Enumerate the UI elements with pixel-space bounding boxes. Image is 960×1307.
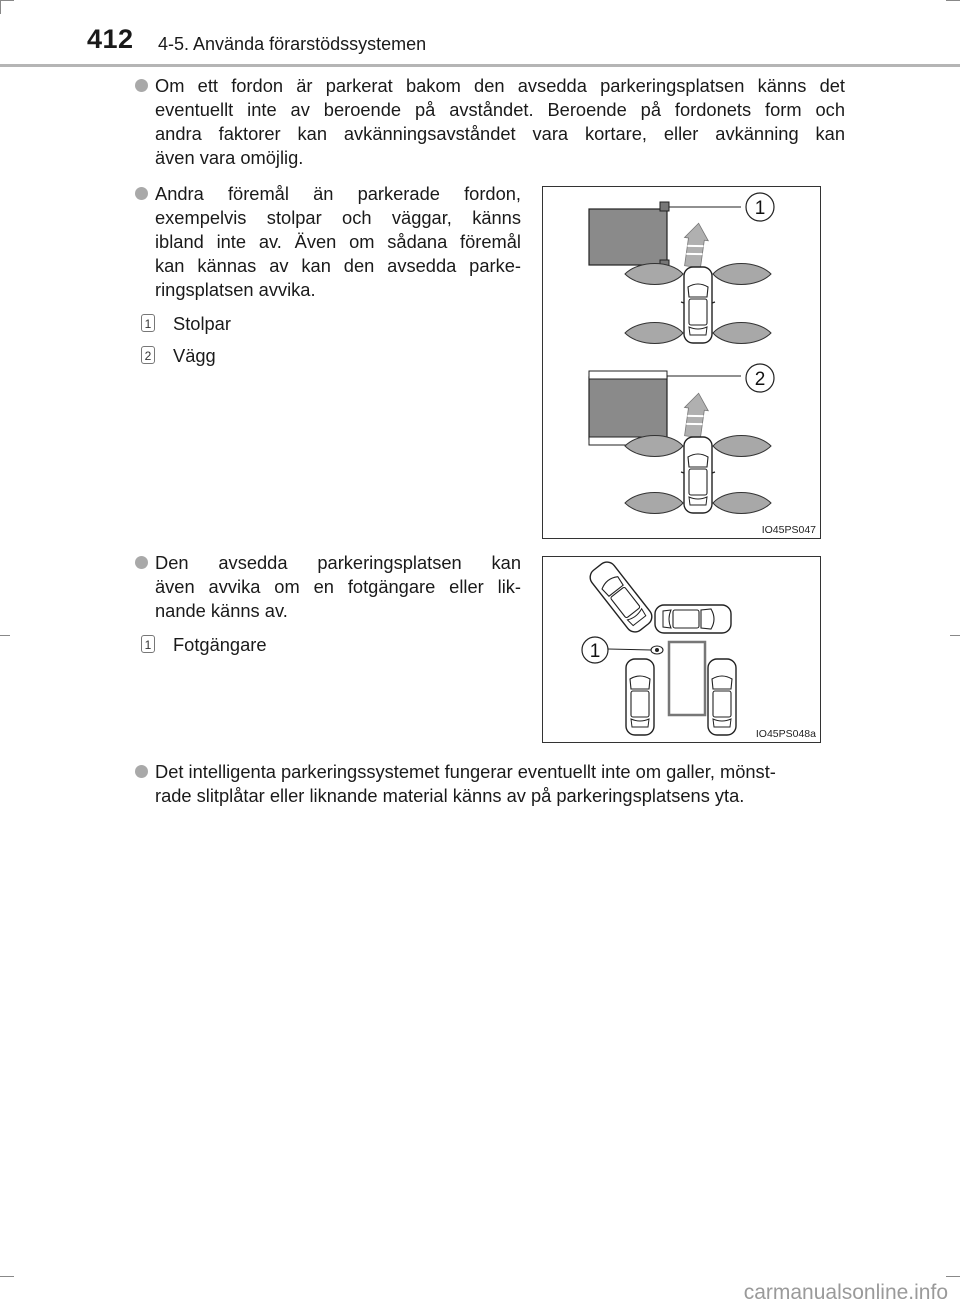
callout-number: 1 [141,314,155,332]
sensor-lobe [713,264,771,285]
callout-number: 2 [754,369,766,390]
text-line: ringsplatsen avvika. [155,279,316,300]
callout-number: 1 [141,635,155,653]
bullet-paragraph-1 [155,74,845,170]
figure-illustration [543,187,820,538]
callout-number: 2 [141,346,155,364]
wall-block [589,377,667,439]
crop-mark [0,635,10,636]
figure-code: IO45PS048a [755,728,816,740]
arrow-icon [681,222,711,269]
sensor-lobe [713,493,771,514]
sensor-lobe [625,493,683,514]
legend-label: Vägg [173,345,216,366]
bullet-icon [135,187,148,200]
text-line: Andra föremål än parkerade fordon, [155,183,521,204]
text-line: kan kännas av kan den avsedda parke- [155,255,521,276]
sensor-lobe [713,323,771,344]
page-number: 412 [87,24,134,54]
legend-label: Fotgängare [173,634,267,655]
text-line: Den avsedda parkeringsplatsen kan [155,552,521,573]
bullet-paragraph-2 [155,182,521,302]
crop-mark [950,635,960,636]
text-line: nande känns av. [155,600,288,621]
bullet-paragraph-4 [155,760,855,808]
target-parking-space [669,642,705,715]
car-icon [681,437,715,513]
text-line: Det intelligenta parkeringssystemet fungerar eventuellt inte om galler, mönst- [155,761,776,782]
section-title: 4-5. Använda förarstödssystemen [158,34,427,54]
header-rule [0,64,960,67]
car-icon [587,558,656,635]
pillar-icon [660,202,669,211]
crop-mark [0,1276,14,1277]
callout-number: 1 [589,641,601,662]
car-icon [655,605,731,633]
sensor-lobe [713,436,771,457]
figure-illustration [543,557,820,742]
sensor-lobe [625,323,683,344]
legend-label: Stolpar [173,313,231,334]
page-header [0,0,960,66]
bullet-icon [135,556,148,569]
bullet-icon [135,765,148,778]
sensor-lobe [625,264,683,285]
figure-code: IO45PS047 [761,524,816,536]
figure-pedestrian [542,556,821,743]
figure-pillar-wall [542,186,821,539]
crop-mark [946,1276,960,1277]
text-line: även vara omöjlig. [155,147,304,168]
text-line: eventuellt inte av beroende på avståndet. Beroende på fordonets form och [155,99,845,120]
text-line: andra faktorer kan avkänningsavståndet vara kortare, eller avkänning kan [155,123,845,144]
text-line: Om ett fordon är parkerat bakom den avsedda parkeringsplatsen känns det [155,75,845,96]
text-line: exempelvis stolpar och väggar, känns [155,207,521,228]
callout-number: 1 [754,198,766,219]
car-icon [708,659,736,735]
bullet-paragraph-3 [155,551,521,623]
parked-area-block [589,209,667,265]
car-icon [681,267,715,343]
text-line: ibland inte av. Även om sådana föremål [155,231,521,252]
text-line: även avvika om en fotgängare eller lik- [155,576,521,597]
car-icon [626,659,654,735]
watermark: carmanualsonline.info [743,1281,948,1304]
bullet-icon [135,79,148,92]
arrow-icon [681,392,711,439]
text-line: rade slitplåtar eller liknande material känns av på parkeringsplatsens yta. [155,785,745,806]
